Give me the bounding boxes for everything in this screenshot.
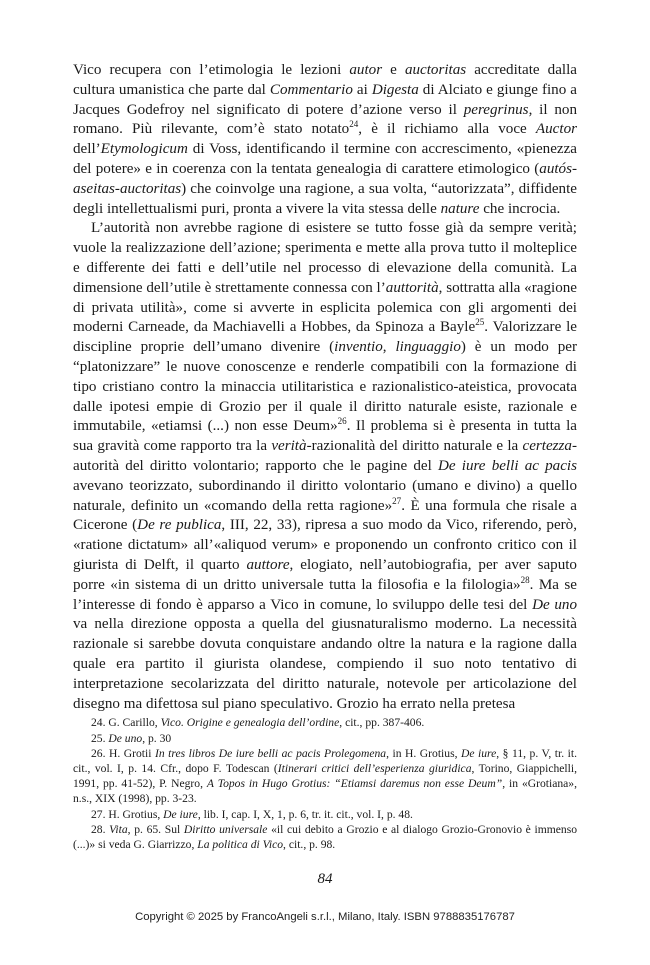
italic-text: auttorità <box>385 279 439 296</box>
italic-text: peregrinus <box>463 101 529 118</box>
paragraph <box>73 219 577 714</box>
footnote-27 <box>73 807 577 822</box>
copyright-notice: Copyright © 2025 by FrancoAngeli s.r.l., Milano, Italy. ISBN 9788835176787 <box>135 911 515 923</box>
footnote-ref: 28 <box>520 574 530 585</box>
text-run: avevano teorizzato, subordinando il diritto volontario (umano e divino) a quello naturale, definito un «comando della retta ragione» <box>73 477 577 514</box>
italic-text: Digesta <box>371 81 419 98</box>
italic-text: verità <box>271 438 307 455</box>
text-run: 25. <box>91 731 109 745</box>
text-run: , lib. I, cap. I, X, 1, p. 6, tr. it. cit., vol. I, p. 48. <box>197 807 413 821</box>
text-run: che incrocia. <box>479 200 561 217</box>
text-run: , cit., pp. 387-406. <box>339 716 425 729</box>
page-number: 84 <box>317 871 333 887</box>
text-run: , p. 65. Sul <box>127 823 184 836</box>
italic-text: Auctor <box>535 121 577 138</box>
italic-text: A Topos in Hugo Grotius: “Etiamsi daremus non esse Deum” <box>206 777 503 790</box>
text-run: , Torino, Giappichelli, 1991, pp. 41-52), P. Negro, <box>73 762 577 790</box>
text-run: dell’ <box>73 141 101 158</box>
italic-text: certezza <box>522 438 572 455</box>
text-run: 24. G. Carillo, <box>91 716 161 729</box>
text-run: , in H. Grotius, <box>386 747 461 760</box>
text-run: -razionalità del diritto naturale e la <box>306 438 523 455</box>
text-run: , cit., p. 98. <box>283 838 336 851</box>
text-run: , III, 22, 33), ripresa a suo modo da Vico, riferendo, però, «ratione dictatum» all’«aliquod verum» e proponendo un confronto critico con il giurista di Delft, il quarto <box>73 517 578 573</box>
text-run: va nella direzione opposta a quella del giusnaturalismo moderno. La necessità razionale si sarebbe dovuta conquistare andando oltre la natura e la ragione dalla quale era partito il giurista olandese, compiendo il suo noto tentativo di interpretazione secolarizzata del diritto naturale, notevole per articolazione del disegno ma difettosa sul piano speculativo. Grozio ha errato nella pretesa <box>73 616 577 712</box>
italic-text: Etymologicum <box>100 141 188 158</box>
italic-text: autós-aseitas-auctoritas <box>73 160 577 197</box>
footnote-24 <box>73 715 577 730</box>
text-run: , sottratta alla «ragione di privata utilità», come si avverte in esplicita polemica con gli argomenti dei moderni Carneade, da Machiavelli a Hobbes, da Spinoza a Bayle <box>73 279 577 336</box>
footnote-25 <box>73 731 577 746</box>
italic-text: De iure <box>163 807 198 821</box>
text-run: ) che coinvolge una ragione, a sua volta, “autorizzata”, diffidente degli intellettualismi puri, pronta a vivere la vita stessa delle <box>73 180 577 217</box>
text-run: Vico recupera con l’etimologia le lezioni <box>73 62 350 78</box>
italic-text: auctoritas <box>404 62 467 78</box>
text-run: , <box>382 339 396 356</box>
italic-text: Vita <box>109 823 128 836</box>
italic-text: auttore <box>246 556 290 573</box>
text-run: di Voss, identificando il termine con accrescimento, «pienezza del potere» e in coerenza con la tentata genealogia di carattere etimologico ( <box>73 141 577 177</box>
text-run: ) è un modo per “platonizzare” le nuove conoscenze e renderle compatibili con la formazione di tipo cristiano contro la minaccia utilitaristica e razionalistico-ateistica, provocata dalle ipotesi empie di Grozio per il quale il diritto naturale esiste, razionale e immutabile, «etiamsi (...) non esse Deum» <box>73 339 577 435</box>
italic-text: Itinerari critici dell’esperienza giuridica <box>277 762 472 775</box>
text-run: 26. H. Grotii <box>91 747 155 760</box>
text-run: e <box>382 62 405 78</box>
footnotes <box>73 715 577 853</box>
body-text <box>73 61 577 714</box>
italic-text: inventio <box>334 339 383 356</box>
text-run: ai <box>352 81 372 98</box>
italic-text: Commentario <box>269 81 353 98</box>
footnote-ref: 26 <box>337 416 347 427</box>
text-run: . Il problema si è presenta in tutta la sua gravità come rapporto tra la <box>73 418 577 455</box>
text-run: . È una formula che risale a Cicerone ( <box>73 497 577 534</box>
italic-text: De uno <box>108 731 143 745</box>
text-run: 28. <box>91 823 110 836</box>
text-run: , elogiato, nell’autobiografia, per aver saputo porre «in sistema di un dritto universale tutta la filosofia e la filologia» <box>73 556 577 593</box>
footnote-26 <box>73 746 577 806</box>
text-run: 27. H. Grotius, <box>91 807 164 821</box>
text-run: , è il richiamo alla voce <box>358 121 536 138</box>
text-run: di Alciato e giunge fino a Jacques Godefroy nel significato di potere d’azione verso il <box>73 81 577 118</box>
text-run: , § 11, p. V, tr. it. cit., vol. I, p. 14. Cfr., dopo F. Todescan ( <box>73 747 577 775</box>
paragraph <box>73 61 577 219</box>
footnote-ref: 25 <box>475 317 485 328</box>
italic-text: In tres libros De iure belli ac pacis Prolegomena <box>154 747 387 760</box>
italic-text: autor <box>349 62 383 78</box>
footnote-ref: 27 <box>392 495 402 506</box>
text-run: . Valorizzare le discipline proprie dell’umano divenire ( <box>73 319 578 356</box>
italic-text: Diritto universale <box>183 823 268 836</box>
text-run: , p. 30 <box>142 731 172 745</box>
footnote-ref: 24 <box>349 119 359 130</box>
text-run: . Ma se l’interesse di fondo è apparso a Vico in comune, lo sviluppo delle tesi del <box>73 576 577 613</box>
text-run: accreditate dalla cultura umanistica che parte dal <box>73 62 577 98</box>
italic-text: De iure <box>460 747 497 760</box>
footnote-28 <box>73 822 577 852</box>
italic-text: De re publica <box>137 517 222 534</box>
italic-text: De uno <box>532 596 578 613</box>
italic-text: nature <box>440 200 480 217</box>
text-run: L’autorità non avrebbe ragione di esistere se tutto fosse già da sempre verità; vuole la realizzazione dell’azione; sperimenta e mette alla prova tutto il molteplice e differente dei fatti e dell’utile nel processo di elevazione della comunità. La dimensione dell’utile è strettamente connessa con l’ <box>73 220 577 296</box>
italic-text: La politica di Vico <box>197 838 284 851</box>
text-run: «il cui debito a Grozio e al dialogo Grozio-Gronovio è immenso (...)» si veda G. Giarrizzo, <box>73 823 578 851</box>
italic-text: linguaggio <box>395 339 461 356</box>
text-run: , il non romano. Più rilevante, com’è stato notato <box>73 101 577 138</box>
text-run: -autorità del diritto volontario; rapporto che le pagine del <box>73 438 577 474</box>
italic-text: De iure belli ac pacis <box>437 457 577 474</box>
text-run: , in «Grotiana», n.s., XIX (1998), pp. 3-23. <box>73 777 577 805</box>
italic-text: Vico. Origine e genealogia dell’ordine <box>160 716 340 729</box>
